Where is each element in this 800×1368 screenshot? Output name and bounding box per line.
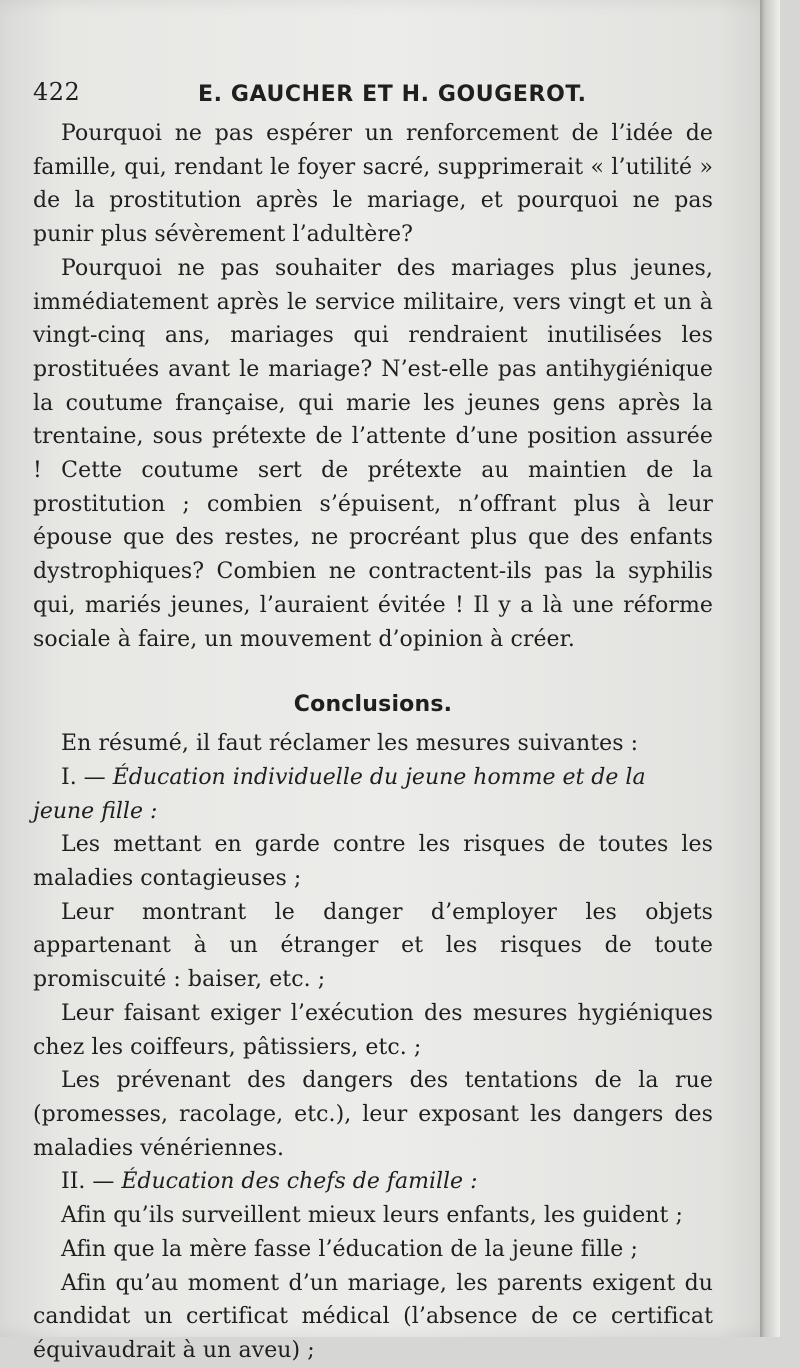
section-2-title: Éducation des chefs de famille : [121, 1169, 478, 1195]
section-2-point: Afin qu’ils surveillent mieux leurs enfants, les guident ; [61, 1203, 684, 1229]
section-2-point: Afin qu’au moment d’un mariage, les parents exigent du candidat un certificat médical (l’absence de ce certificat équivaudrait à un aveu) ; [33, 1270, 713, 1363]
body-paragraph: Pourquoi ne pas espérer un renforcement de l’idée de famille, qui, rendant le foyer sacré, supprimerait « l’utilité » de la prostitution après le mariage, et pourquoi ne pas punir plus sévèrement l’adultère? [33, 121, 713, 248]
page-number: 422 [33, 78, 81, 106]
section-1-point: Les mettant en garde contre les risques de toutes les maladies contagieuses ; [33, 832, 713, 892]
section-1-point: Leur montrant le danger d’employer les objets appartenant à un étranger et les risques de toute promiscuité : baiser, etc. ; [33, 899, 713, 993]
section-1-point: Leur faisant exiger l’exécution des mesures hygiéniques chez les coiffeurs, pâtissiers, etc. ; [33, 1000, 713, 1060]
running-head: E. GAUCHER ET H. GOUGEROT. [198, 82, 587, 107]
section-2-numeral: II. — [61, 1169, 115, 1195]
page-body [33, 117, 713, 1368]
section-1-numeral: I. — [61, 764, 106, 790]
body-paragraph: Pourquoi ne pas souhaiter des mariages plus jeunes, immédiatement après le service militaire, vers vingt et un à vingt-cinq ans, mariages qui rendraient inutilisées les prostituées avant le mariage? N’est-elle pas antihygiénique la coutume française, qui marie les jeunes gens après la trentaine, sous prétexte de l’attente d’une position assurée ! Cette coutume sert de prétexte au maintien de la prostitution ; combien s’épuisent, n’offrant plus à leur épouse que des restes, ne procréant plus que des enfants dystrophiques? Combien ne contractent-ils pas la syphilis qui, mariés jeunes, l’auraient évitée ! Il y a là une réforme sociale à faire, un mouvement d’opinion à créer. [33, 255, 713, 652]
section-1-heading [33, 761, 713, 828]
section-2-point: Afin que la mère fasse l’éducation de la jeune fille ; [61, 1236, 638, 1262]
page-header [33, 77, 753, 111]
section-2-heading [33, 1165, 713, 1199]
section-1-point: Les prévenant des dangers des tentations de la rue (promesses, racolage, etc.), leur exposant les dangers des maladies vénériennes. [33, 1068, 713, 1161]
section-heading: Conclusions. [293, 692, 453, 718]
conclusions-intro: En résumé, il faut réclamer les mesures suivantes : [61, 731, 639, 757]
page-edge-shadow [760, 0, 780, 1337]
section-1-title: Éducation individuelle du jeune homme et de la jeune fille : [33, 764, 646, 824]
